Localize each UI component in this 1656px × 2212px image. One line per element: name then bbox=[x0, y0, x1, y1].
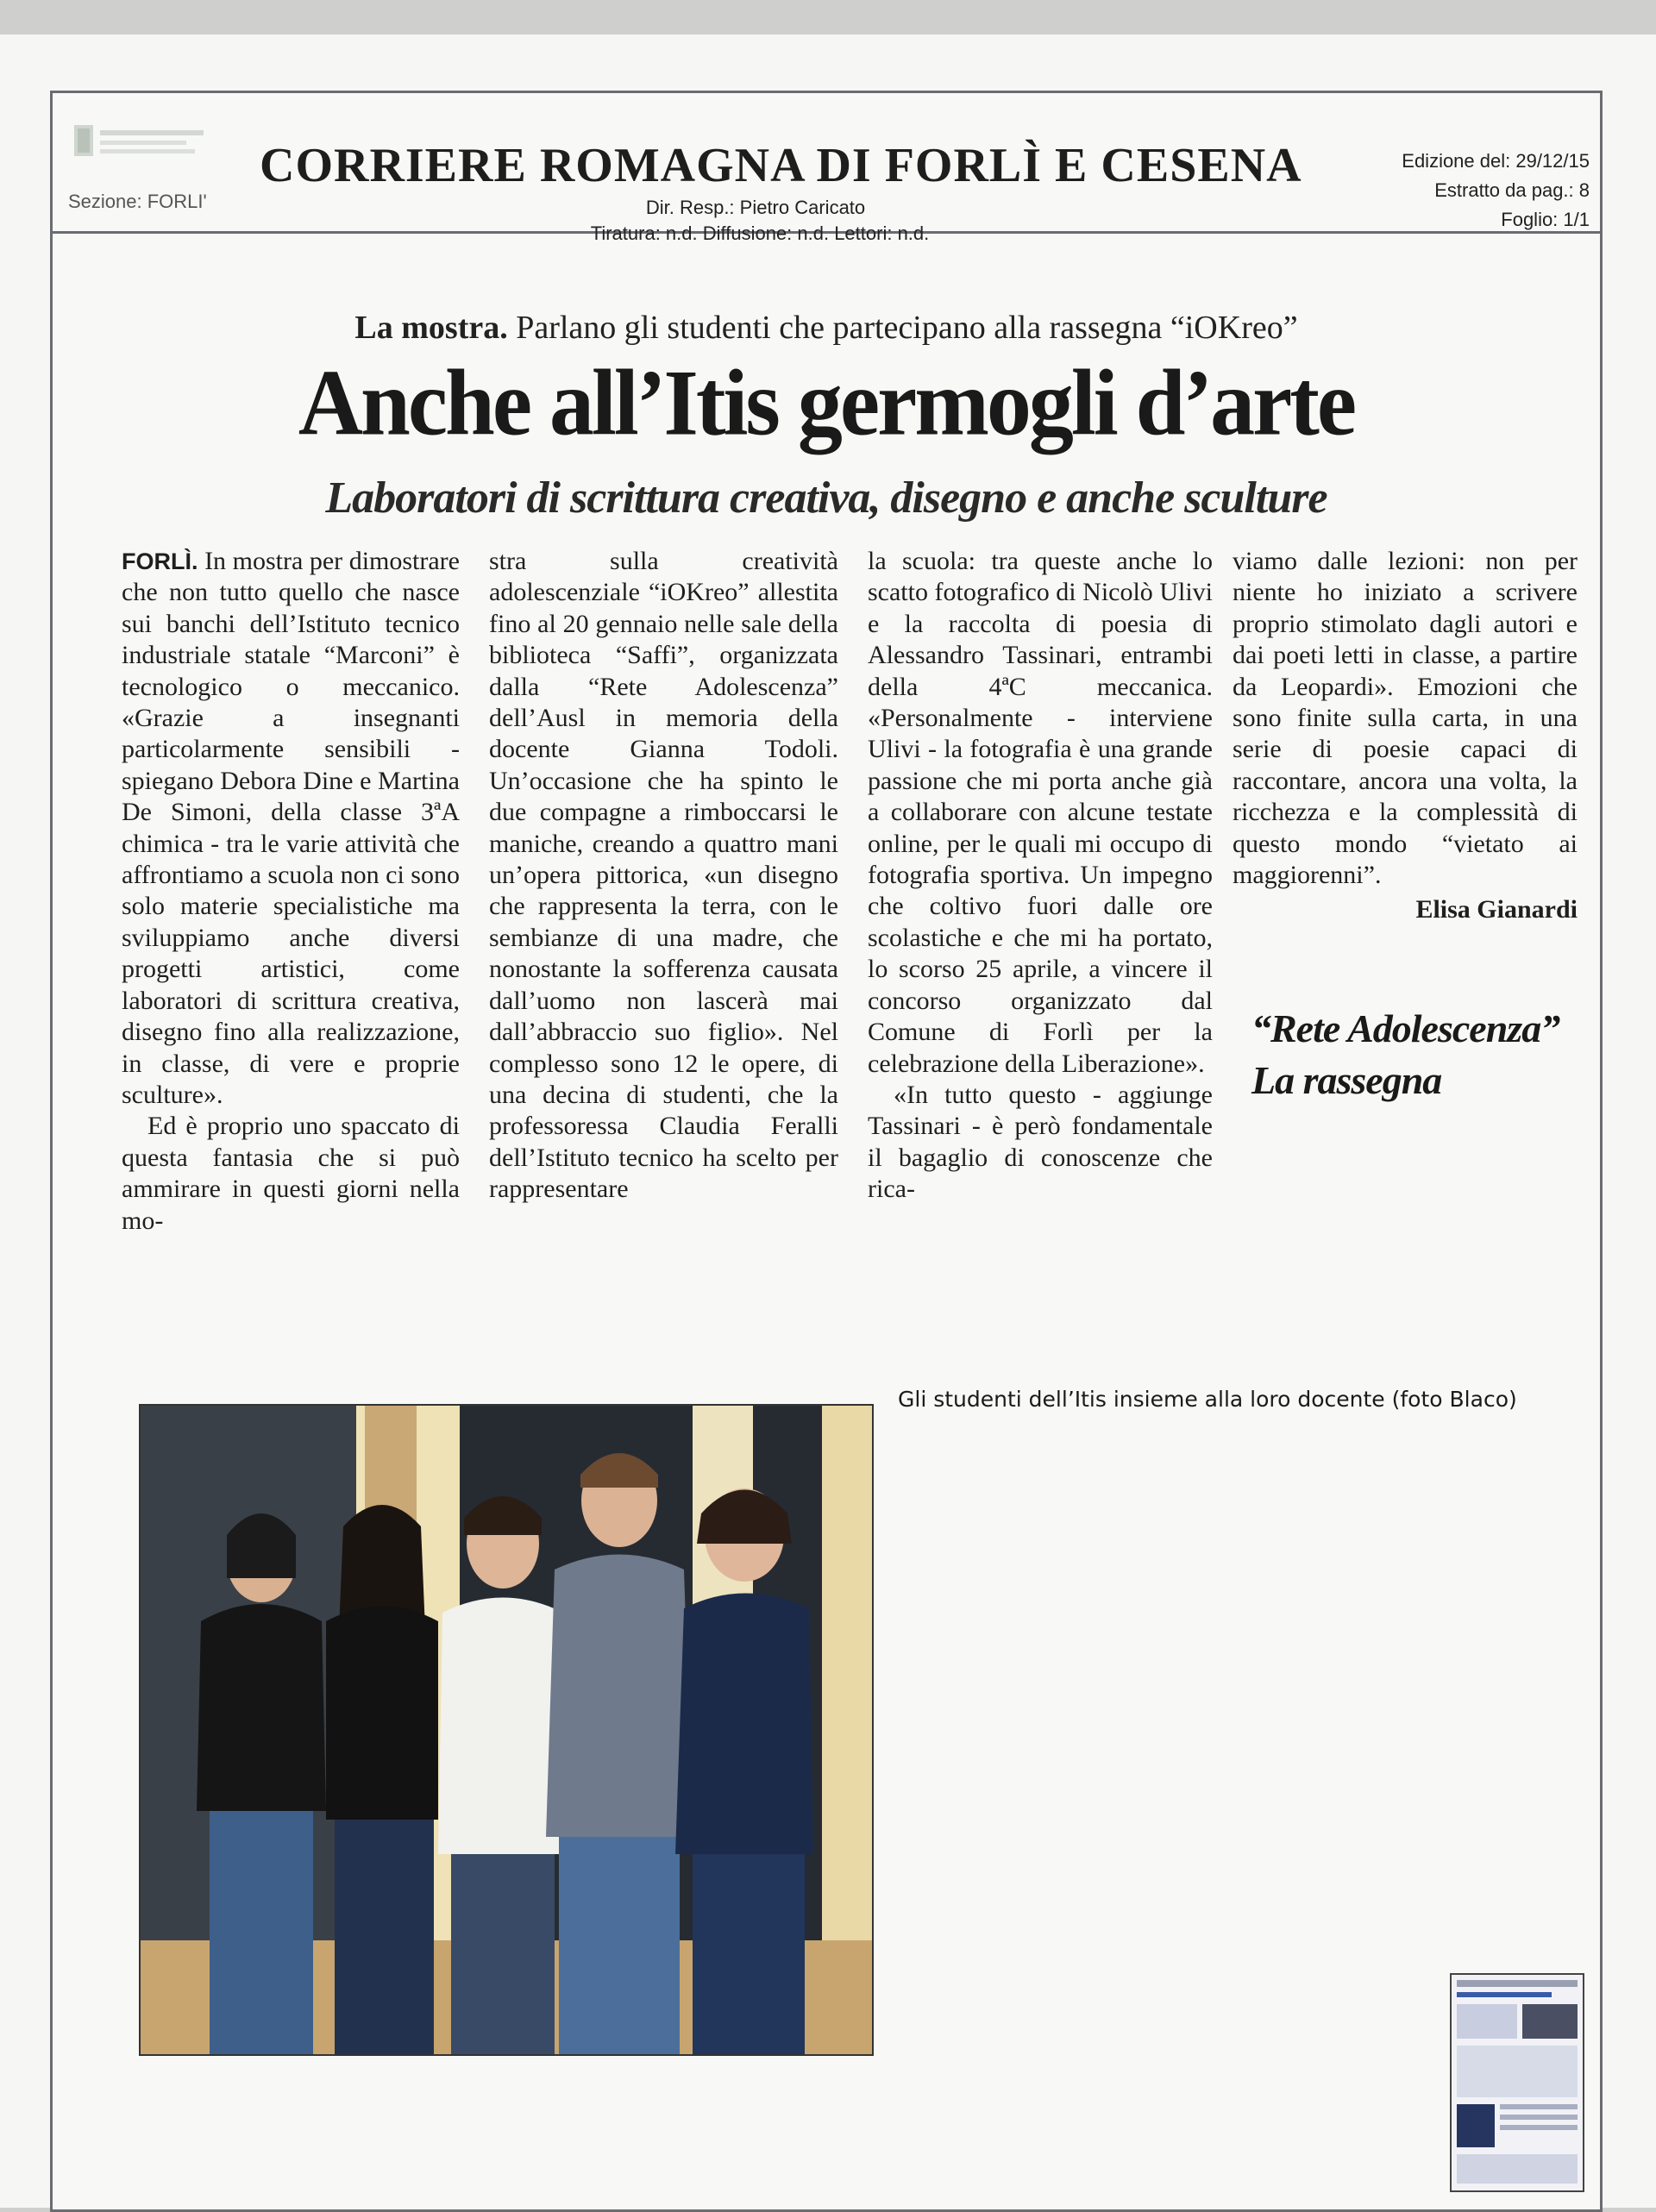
clipping-frame bbox=[50, 91, 1603, 2212]
paragraph: stra sulla creatività adolescenziale “iOKreo” allestita fino al 20 gennaio nelle sale della biblioteca “Saffi”, organizzata dalla “Rete Adolescenza” dell’Ausl in memoria della docente Gianna Todoli. Un’occasione che ha spinto le due compagne a rimboccarsi le maniche, creando a quattro mani un’opera pittorica, «un disegno che rappresenta la terra, con le sembianze di una madre, che nonostante la sofferenza causata dall’uomo non lascerà mai dall’abbraccio suo figlio». Nel complesso sono 12 le opere, di una decina di studenti, che la professoressa Claudia Feralli dell’Istituto tecnico ha scelto per rappresentare bbox=[489, 547, 838, 1204]
paragraph: Ed è proprio uno spaccato di questa fantasia che si può ammirare in questi giorni nella mo- bbox=[122, 1112, 460, 1235]
subheadline: Laboratori di scrittura creativa, disegno e anche sculture bbox=[325, 473, 1327, 523]
paragraph-text: In mostra per dimostrare che non tutto quello che nasce sui banchi dell’Istituto tecnico industriale statale “Marconi” è tecnologico o meccanico. «Grazie a insegnanti particolarmente sensibili - spiegano Debora Dine e Martina De Simoni, della classe 3ªA chimica - tra le varie attività che affrontiamo a scuola non ci sono solo materie specialistiche ma sviluppiamo anche diversi progetti artistici, come laboratori di scrittura creativa, disegno fino alla realizzazione, in classe, di vere e proprie sculture». bbox=[122, 547, 460, 1109]
group-photo bbox=[139, 1404, 874, 2056]
masthead: CORRIERE ROMAGNA DI FORLÌ E CESENA bbox=[260, 139, 1302, 192]
section-label: Sezione: FORLI' bbox=[68, 191, 207, 212]
paragraph bbox=[122, 546, 460, 1111]
sidebar-line: La rassegna bbox=[1251, 1058, 1442, 1102]
dateline: FORLÌ. bbox=[122, 548, 198, 574]
article-column-3 bbox=[868, 546, 1213, 1206]
byline: Elisa Gianardi bbox=[1415, 895, 1578, 924]
kicker-bold: La mostra. bbox=[354, 310, 508, 346]
edition-date: Edizione del: 29/12/15 bbox=[1402, 150, 1590, 172]
clipping-header bbox=[53, 93, 1600, 244]
page-thumbnail bbox=[1450, 1973, 1584, 2192]
article-column-2 bbox=[489, 546, 838, 1206]
circulation-line: Tiratura: n.d. Diffusione: n.d. Lettori: n.d. bbox=[590, 222, 930, 244]
paragraph: la scuola: tra queste anche lo scatto fotografico di Nicolò Ulivi e la raccolta di poesia di Alessandro Tassinari, entrambi della 4ªC meccanica. «Personalmente - interviene Ulivi - la fotografia è una grande passione che mi porta anche già a collaborare con alcune testate online, per le quali mi occupo di fotografia sportiva. Un impegno che coltivo fuori dalle ore scolastiche e che mi ha portato, lo scorso 25 aprile, a vincere il concorso organizzato dal Comune di Forlì per la celebrazione della Liberazione». bbox=[868, 547, 1213, 1078]
article-column-1 bbox=[122, 546, 460, 1237]
kicker-rest: Parlano gli studenti che partecipano alla rassegna “iOKreo” bbox=[507, 310, 1298, 346]
scanned-page bbox=[0, 34, 1656, 2208]
sheet-number: Foglio: 1/1 bbox=[1501, 209, 1590, 230]
headline: Anche all’Itis germogli d’arte bbox=[298, 351, 1355, 455]
director-line: Dir. Resp.: Pietro Caricato bbox=[645, 197, 866, 218]
sidebar-tag bbox=[1251, 1003, 1559, 1106]
paragraph: «In tutto questo - aggiunge Tassinari - è però fondamentale il bagaglio di conoscenze che rica- bbox=[868, 1080, 1213, 1204]
agency-logo bbox=[74, 123, 212, 161]
paragraph: viamo dalle lezioni: non per niente ho iniziato a scrivere proprio stimolato dagli autori e dai poeti letti in classe, a partire da Leopardi». Emozioni che sono finite sulla carta, in una serie di poesie capaci di raccontare, ancora una volta, la ricchezza e la complessità di questo mondo “vietato ai maggiorenni”. bbox=[1233, 547, 1578, 890]
edition-meta bbox=[1402, 147, 1590, 235]
sidebar-line: “Rete Adolescenza” bbox=[1251, 1006, 1560, 1050]
article-column-4 bbox=[1233, 546, 1578, 926]
kicker bbox=[53, 309, 1600, 347]
photo-caption: Gli studenti dell’Itis insieme alla loro docente (foto Blaco) bbox=[898, 1387, 1517, 1412]
extract-page: Estratto da pag.: 8 bbox=[1434, 179, 1590, 201]
